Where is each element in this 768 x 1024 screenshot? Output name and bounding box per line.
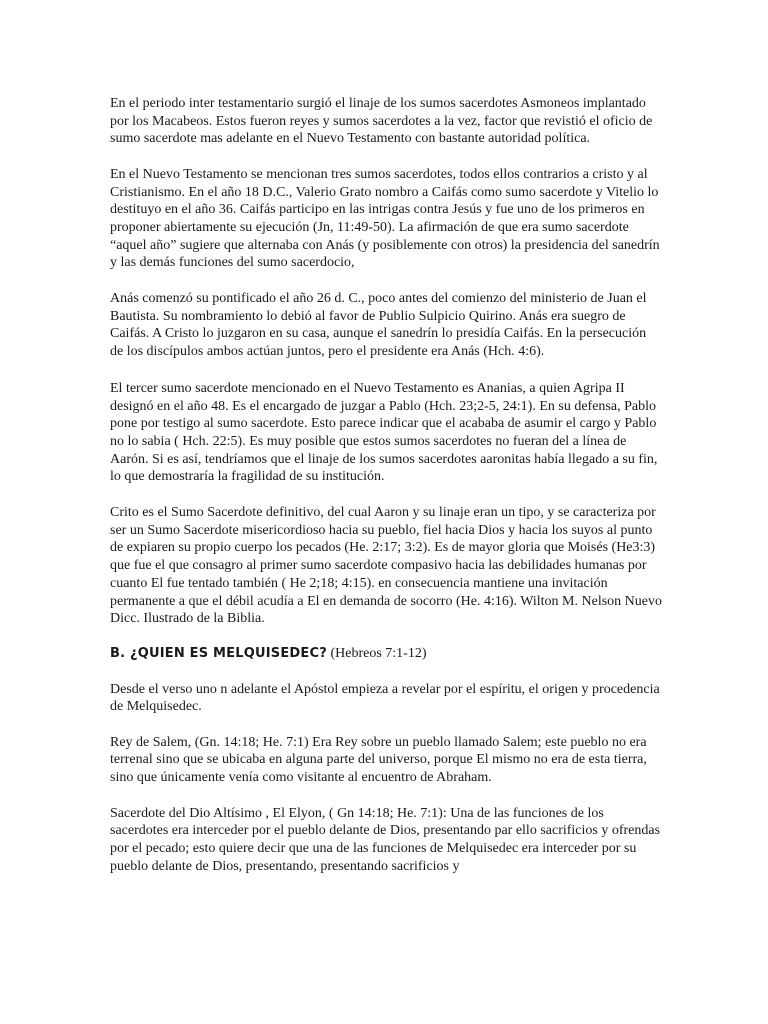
paragraph-ananias: El tercer sumo sacerdote mencionado en el Nuevo Testamento es Ananias, a quien Agripa II designó en el año 48. Es el encargado de juzgar a Pablo (Hch. 23;2-5, 24:1). En su defensa, Pablo pone por testigo al sumo sacerdote. Esto parece indicar que el acababa de asumir el cargo y Pablo no lo sabia ( Hch. 22:5). Es muy posible que estos sumos sacerdotes no fueran del a línea de Aarón. Si es así, tendríamos que el linaje de los sumos sacerdotes aaronitas había llegado a su fin, lo que demostraría la fragilidad de su institución.: [110, 380, 658, 485]
document-body: [110, 95, 662, 893]
paragraph-anas: Anás comenzó su pontificado el año 26 d. C., poco antes del comienzo del ministerio de Juan el Bautista. Su nombramiento lo debió al favor de Publio Sulpicio Quirino. Anás era suegro de Caifás. A Cristo lo juzgaron en su casa, aunque el sanedrín lo presidía Caifás. En la persecución de los discípulos ambos actúan juntos, pero el presidente era Anás (Hch. 4:6).: [110, 291, 647, 360]
paragraph-three-high-priests: En el Nuevo Testamento se mencionan tres sumos sacerdotes, todos ellos contrarios a cristo y al Cristianismo. En el año 18 D.C., Valerio Grato nombro a Caifás como sumo sacerdote y Vitelio lo destituyo en el año 36. Caifás participo en las intrigas contra Jesús y fue uno de los primeros en proponer abiertamente su ejecución (Jn, 11:49-50). La afirmación de que era sumo sacerdote “aquel año” sugiere que alternaba con Anás (y posiblemente con otros) la presidencia del sanedrín y las demás funciones del sumo sacerdocio,: [110, 166, 660, 271]
section-heading-reference: (Hebreos 7:1-12): [326, 645, 427, 661]
section-heading-title: B. ¿QUIEN ES MELQUISEDEC?: [110, 645, 327, 661]
paragraph-king-of-salem: Rey de Salem, (Gn. 14:18; He. 7:1) Era Rey sobre un pueblo llamado Salem; este pueblo no era terrenal sino que se ubicaba en alguna parte del universo, porque El mismo no era de esta tierra, sino que únicamente venía como visitante al encuentro de Abraham.: [110, 734, 647, 786]
section-heading: [110, 645, 662, 663]
paragraph-christ-high-priest: Crito es el Sumo Sacerdote definitivo, del cual Aaron y su linaje eran un tipo, y se caracteriza por ser un Sumo Sacerdote misericordioso hacia su pueblo, fiel hacia Dios y hacia los suyos al punto de expiaren su propio cuerpo los pecados (He. 2:17; 3:2). Es de mayor gloria que Moisés (He3:3) que fue el que consagro al primer sumo sacerdote compasivo hacia las debilidades humanas por cuanto El fue tentado también ( He 2;18; 4:15). en consecuencia mantiene una invitación permanente a que el débil acudía a El en demanda de socorro (He. 4:16). Wilton M. Nelson Nuevo Dicc. Ilustrado de la Biblia.: [110, 505, 662, 627]
paragraph-priest-most-high: Sacerdote del Dio Altísimo , El Elyon, ( Gn 14:18; He. 7:1): Una de las funciones de los sacerdotes era interceder por el pueblo delante de Dios, presentando par ello sacrificios y ofrendas por el pecado; esto quiere decir que una de las funciones de Melquisedec era interceder por su pueblo delante de Dios, presentando, presentando sacrificios y: [110, 805, 661, 874]
paragraph-asmoneos: En el periodo inter testamentario surgió el linaje de los sumos sacerdotes Asmoneos implantado por los Macabeos. Estos fueron reyes y sumos sacerdotes a la vez, factor que revistió el oficio de sumo sacerdote mas adelante en el Nuevo Testamento con bastante autoridad política.: [110, 96, 653, 147]
paragraph-melquisedec-origin: Desde el verso uno n adelante el Apóstol empieza a revelar por el espíritu, el origen y procedencia de Melquisedec.: [110, 681, 660, 715]
